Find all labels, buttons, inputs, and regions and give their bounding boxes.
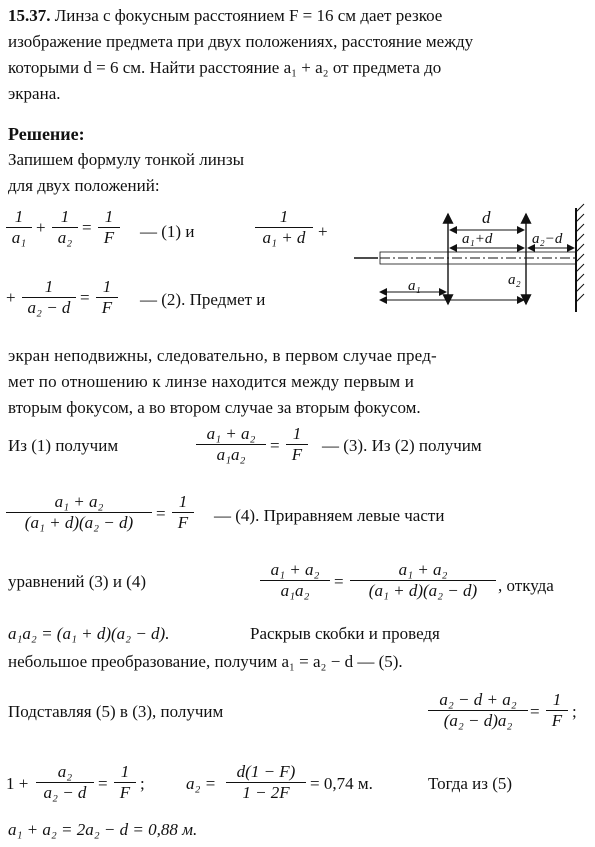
equate-tail: , откуда bbox=[498, 576, 554, 595]
problem-number: 15.37. bbox=[8, 6, 51, 25]
result1-formula: a₁a₂ = (a₁ + d)(a₂ − d). bbox=[8, 624, 170, 643]
result2-text: небольшое преобразование, получим a₁ = a₂ − d — (5). bbox=[8, 652, 403, 671]
eq2-frac-1: 1 a₁ + d bbox=[255, 207, 313, 248]
final-one-plus: 1 + bbox=[6, 774, 29, 793]
subst-semi: ; bbox=[572, 702, 577, 721]
eq3-eq: = bbox=[270, 436, 280, 455]
eq1-plus: + bbox=[36, 218, 46, 237]
eq1-frac-1: 1 a₁ bbox=[6, 207, 32, 248]
eq1-frac-2: 1 a₂ bbox=[52, 207, 78, 248]
eq2-eq: = bbox=[80, 288, 90, 307]
equate-text: уравнений (3) и (4) bbox=[8, 572, 147, 591]
final-eq-1: = bbox=[98, 774, 108, 793]
final-frac-3: d(1 − F) 1 − 2F bbox=[226, 762, 306, 803]
subst-text: Подставляя (5) в (3), получим bbox=[8, 702, 224, 721]
equate-eq: = bbox=[334, 572, 344, 591]
eq4-eq: = bbox=[156, 504, 166, 523]
eq1-eq: = bbox=[82, 218, 92, 237]
eq1-tag: — (1) и bbox=[140, 222, 195, 241]
text-p3: вторым фокусом, а во втором случае за вторым фокусом. bbox=[8, 398, 421, 417]
solution-heading: Решение: bbox=[8, 124, 85, 144]
problem-text-1: Линза с фокусным расстоянием F = 16 см дает резкое bbox=[54, 6, 443, 25]
eq1-frac-3: 1 F bbox=[98, 207, 120, 248]
solution-intro-2: для двух положений: bbox=[8, 176, 160, 195]
final-then: Тогда из (5) bbox=[428, 774, 513, 793]
from1-tail: — (3). Из (2) получим bbox=[322, 436, 482, 455]
problem-line-4: экрана. bbox=[8, 84, 61, 103]
final-a2: a₂ = bbox=[186, 774, 217, 793]
eq2-tag: — (2). Предмет и bbox=[140, 290, 266, 309]
diagram-label-d: d bbox=[482, 208, 491, 227]
eq2-frac-3: 1 F bbox=[96, 277, 118, 318]
diagram-label-a2: a₂ bbox=[508, 272, 521, 288]
diagram-label-a1d: a₁+d bbox=[462, 231, 493, 247]
eq4-tail: — (4). Приравняем левые части bbox=[214, 506, 445, 525]
lens-diagram bbox=[350, 200, 590, 320]
screen-hatch bbox=[576, 204, 584, 302]
final-frac-1: a₂ a₂ − d bbox=[36, 762, 94, 803]
eq2-plus-start: + bbox=[6, 288, 16, 307]
final-result: = 0,74 м. bbox=[310, 774, 373, 793]
solution-intro-1: Запишем формулу тонкой линзы bbox=[8, 150, 245, 169]
subst-rhs: 1 F bbox=[546, 690, 568, 731]
problem-line-3: которыми d = 6 см. Найти расстояние a₁ + a₂ от предмета до bbox=[8, 58, 442, 77]
diagram-label-a1: a₁ bbox=[408, 278, 421, 294]
problem-line-1 bbox=[8, 6, 442, 26]
subst-lhs: a₂ − d + a₂ (a₂ − d)a₂ bbox=[428, 690, 528, 731]
eq3-rhs: 1 F bbox=[286, 424, 308, 465]
text-p2: мет по отношению к линзе находится между первым и bbox=[8, 372, 415, 391]
final-semi: ; bbox=[140, 774, 145, 793]
problem-line-2: изображение предмета при двух положениях, расстояние между bbox=[8, 32, 474, 51]
from1-text: Из (1) получим bbox=[8, 436, 119, 455]
text-p1: экран неподвижны, следовательно, в первом случае пред- bbox=[8, 346, 437, 365]
equate-lhs: a₁ + a₂ a₁a₂ bbox=[260, 560, 330, 601]
final-answer: a₁ + a₂ = 2a₂ − d = 0,88 м. bbox=[8, 820, 198, 839]
diagram-label-a2d: a₂−d bbox=[532, 231, 563, 247]
eq2-plus-end: + bbox=[318, 222, 328, 241]
subst-eq: = bbox=[530, 702, 540, 721]
eq4-rhs: 1 F bbox=[172, 492, 194, 533]
eq3-lhs: a₁ + a₂ a₁a₂ bbox=[196, 424, 266, 465]
eq2-frac-2: 1 a₂ − d bbox=[22, 277, 76, 318]
final-frac-2: 1 F bbox=[114, 762, 136, 803]
eq4-lhs: a₁ + a₂ (a₁ + d)(a₂ − d) bbox=[6, 492, 152, 533]
result1-tail: Раскрыв скобки и проведя bbox=[250, 624, 440, 643]
equate-rhs: a₁ + a₂ (a₁ + d)(a₂ − d) bbox=[350, 560, 496, 601]
